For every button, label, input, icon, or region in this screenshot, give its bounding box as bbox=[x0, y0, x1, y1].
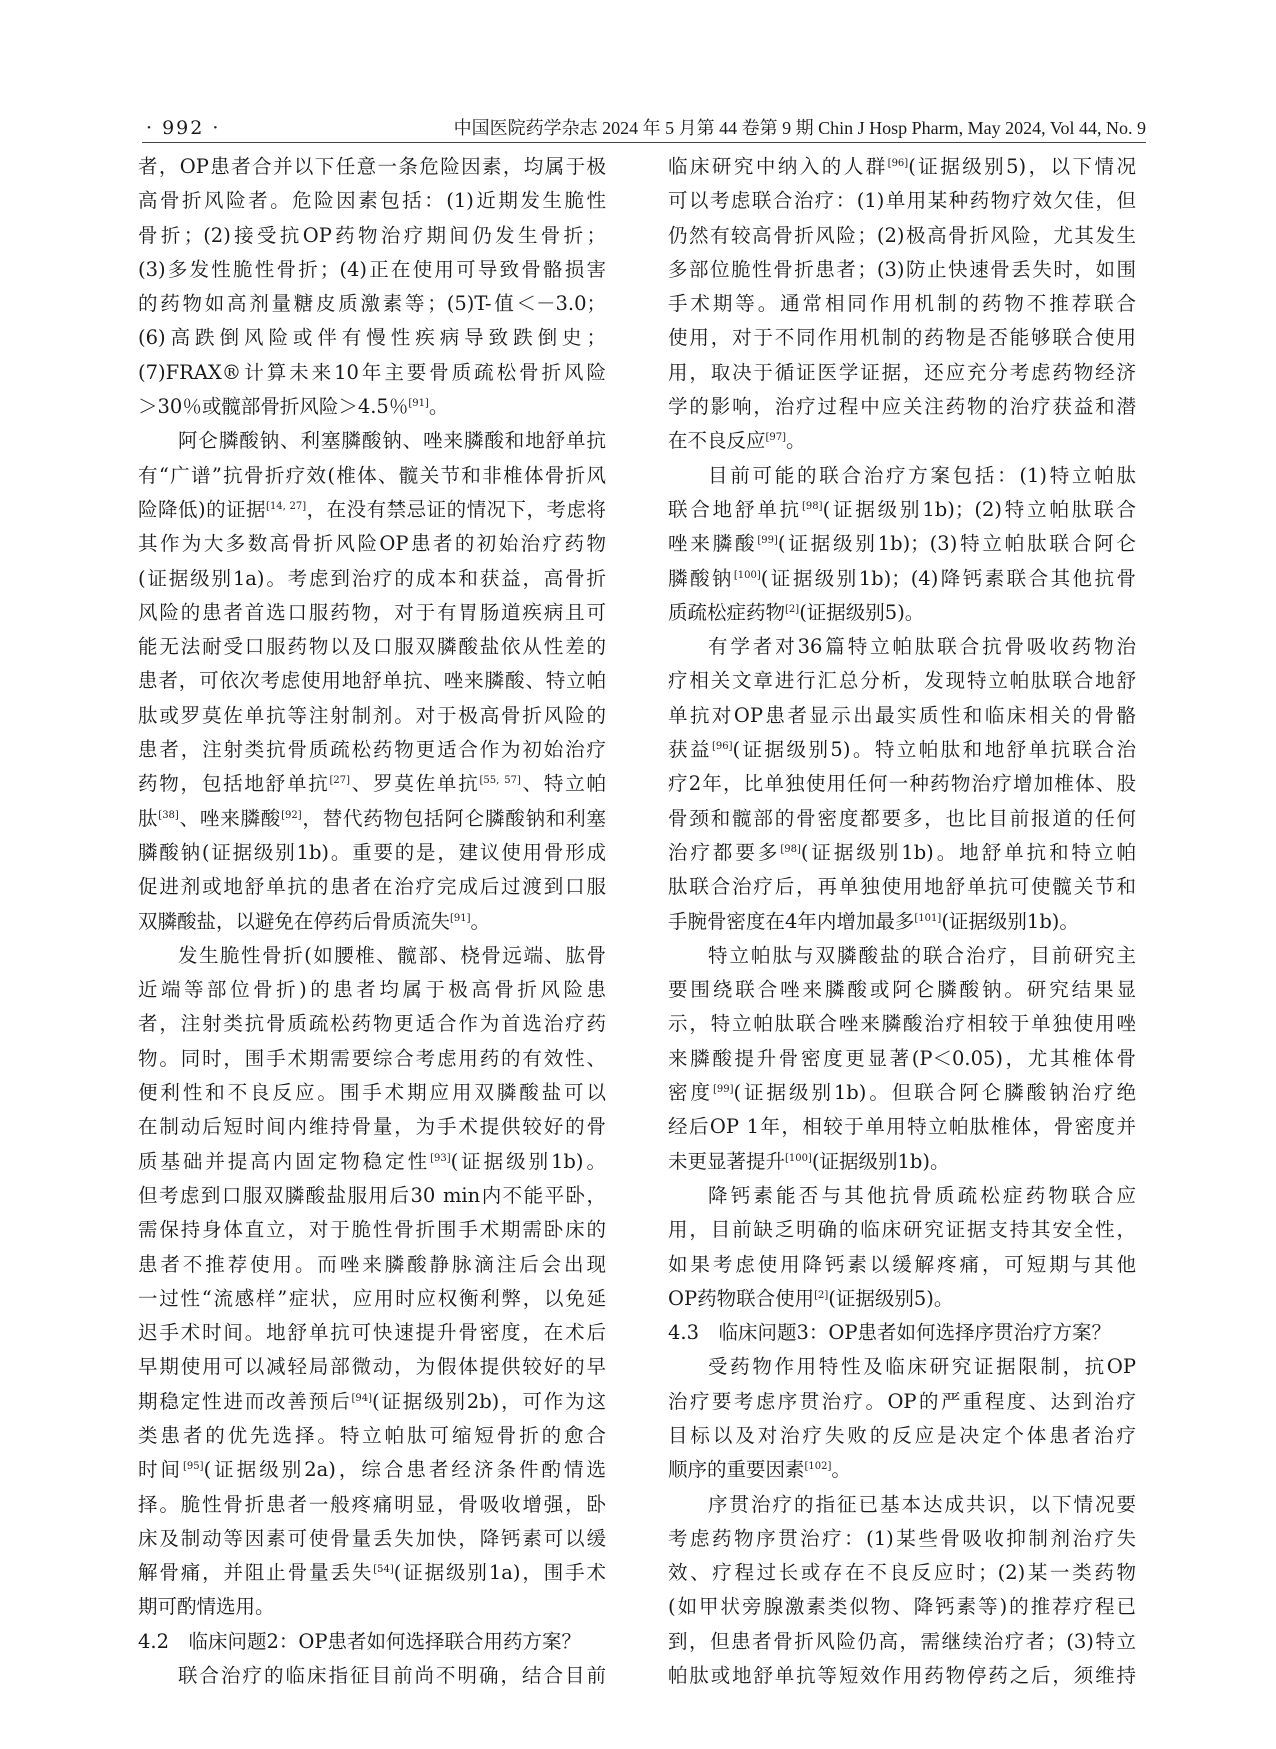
text-line bbox=[138, 1179, 606, 1213]
line-text: 早期使用可以减轻局部微动，为假体提供较好的早 bbox=[138, 1355, 606, 1379]
line-text: (证据级别1b)；(3)特立帕肽联合阿仑 bbox=[777, 532, 1136, 556]
line-text: 风险的患者首选口服药物，对于有胃肠道疾病且可 bbox=[138, 600, 606, 624]
citation-ref: [2] bbox=[785, 603, 800, 615]
line-text: 手腕骨密度在4年内增加最多 bbox=[668, 909, 915, 933]
line-text: 用，取决于循证医学证据，还应充分考虑药物经济 bbox=[668, 360, 1136, 384]
text-line bbox=[668, 562, 1136, 596]
line-text: 手术期等。通常相同作用机制的药物不推荐联合 bbox=[668, 292, 1136, 316]
citation-ref: [2] bbox=[814, 1289, 829, 1301]
line-text: 类患者的优先选择。特立帕肽可缩短骨折的愈合 bbox=[138, 1423, 606, 1447]
line-text: 目标以及对治疗失败的反应是决定个体患者治疗 bbox=[668, 1423, 1136, 1447]
text-line bbox=[138, 1350, 606, 1384]
text-line bbox=[138, 1248, 606, 1282]
text-line bbox=[668, 733, 1136, 767]
line-text: 。 bbox=[428, 395, 449, 419]
text-line bbox=[668, 1248, 1136, 1282]
citation-ref: [97] bbox=[765, 432, 787, 444]
text-line bbox=[138, 459, 606, 493]
line-text: 的药物如高剂量糖皮质激素等；(5)T-值＜－3.0； bbox=[138, 292, 606, 316]
line-text: 使用，对于不同作用机制的药物是否能够联合使用 bbox=[668, 326, 1136, 350]
line-text: 获益 bbox=[668, 738, 712, 762]
line-text: (证据级别2a)，综合患者经济条件酌情选 bbox=[203, 1458, 606, 1482]
text-line bbox=[668, 219, 1136, 253]
text-line bbox=[668, 1076, 1136, 1110]
text-line bbox=[138, 596, 606, 630]
left-column bbox=[138, 150, 606, 1693]
text-line bbox=[668, 1488, 1136, 1522]
line-text: (7)FRAX®计算未来10年主要骨质疏松骨折风险 bbox=[138, 360, 606, 384]
line-text: 。 bbox=[831, 1458, 851, 1482]
line-text: 阿仑膦酸钠、利塞膦酸钠、唑来膦酸和地舒单抗 bbox=[178, 429, 606, 453]
text-line bbox=[668, 1625, 1136, 1659]
line-text: (证据级别1a)，围手术 bbox=[393, 1561, 606, 1585]
line-text: 其作为大多数高骨折风险OP患者的初始治疗药物 bbox=[138, 532, 606, 556]
text-line bbox=[668, 356, 1136, 390]
line-text: 治疗都要多 bbox=[668, 840, 781, 864]
line-text: 示，特立帕肽联合唑来膦酸治疗相较于单独使用唑 bbox=[668, 1012, 1136, 1036]
line-text: 药物，包括地舒单抗 bbox=[138, 772, 330, 796]
line-text: (证据级别1b)。 bbox=[941, 909, 1079, 933]
text-line bbox=[668, 321, 1136, 355]
line-text: 、特立帕 bbox=[520, 772, 606, 796]
line-text: (证据级别5)。 bbox=[828, 1286, 954, 1310]
line-text: 帕肽或地舒单抗等短效作用药物停药之后，须维持 bbox=[668, 1664, 1136, 1688]
text-line bbox=[138, 321, 606, 355]
line-text: 能无法耐受口服药物以及口服双膦酸盐依从性差的 bbox=[138, 635, 606, 659]
line-text: 可以考虑联合治疗：(1)单用某种药物疗效欠佳，但 bbox=[668, 189, 1136, 213]
citation-ref: [38] bbox=[158, 809, 179, 821]
line-text: (如甲状旁腺激素类似物、降钙素等)的推荐疗程已 bbox=[668, 1595, 1136, 1619]
citation-ref: [54] bbox=[373, 1564, 394, 1576]
text-line bbox=[138, 1419, 606, 1453]
line-text: (证据级别1b)。 bbox=[811, 1149, 950, 1173]
line-text: 解骨痛，并阻止骨量丢失 bbox=[138, 1561, 374, 1585]
line-text: (证据级别1a)。考虑到治疗的成本和获益，高骨折 bbox=[138, 566, 606, 590]
section-heading bbox=[668, 1316, 1136, 1350]
line-text: 序贯治疗的指征已基本达成共识，以下情况要 bbox=[708, 1492, 1136, 1516]
citation-ref: [55, 57] bbox=[479, 775, 521, 787]
line-text: ，在没有禁忌证的情况下，考虑将 bbox=[306, 497, 606, 521]
line-text: 要围绕联合唑来膦酸或阿仑膦酸钠。研究结果显 bbox=[668, 978, 1136, 1002]
citation-ref: [91] bbox=[450, 912, 471, 924]
text-line bbox=[138, 253, 606, 287]
citation-ref: [27] bbox=[329, 775, 351, 787]
text-line bbox=[668, 1282, 1136, 1316]
line-text: 膦酸钠 bbox=[668, 566, 734, 590]
line-text: 降钙素能否与其他抗骨质疏松症药物联合应 bbox=[708, 1183, 1136, 1207]
text-line bbox=[138, 836, 606, 870]
line-text: 。 bbox=[786, 429, 806, 453]
line-text: 4.2 临床问题2：OP患者如何选择联合用药方案？ bbox=[138, 1629, 582, 1653]
text-line bbox=[138, 630, 606, 664]
line-text: 需保持身体直立，对于脆性骨折围手术期需卧床的 bbox=[138, 1218, 606, 1242]
page-number: · 992 · bbox=[146, 117, 221, 139]
line-text: 有“广谱”抗骨折疗效(椎体、髋关节和非椎体骨折风 bbox=[138, 463, 606, 487]
text-line bbox=[138, 1076, 606, 1110]
text-line bbox=[668, 1659, 1136, 1693]
line-text: 骨折；(2)接受抗OP药物治疗期间仍发生骨折； bbox=[138, 223, 606, 247]
citation-ref: [14, 27] bbox=[266, 500, 307, 512]
text-line bbox=[668, 699, 1136, 733]
line-text: 疗2年，比单独使用任何一种药物治疗增加椎体、股 bbox=[668, 772, 1136, 796]
citation-ref: [93] bbox=[430, 1152, 451, 1164]
text-line bbox=[138, 973, 606, 1007]
line-text: 效、疗程过长或存在不良反应时；(2)某一类药物 bbox=[668, 1561, 1136, 1585]
text-line bbox=[668, 1213, 1136, 1247]
line-text: 一过性“流感样”症状，应用时应权衡利弊，以免延 bbox=[138, 1286, 606, 1310]
text-line bbox=[668, 1385, 1136, 1419]
citation-ref: [91] bbox=[408, 398, 429, 410]
line-text: 迟手术时间。地舒单抗可快速提升骨密度，在术后 bbox=[138, 1321, 606, 1345]
text-line bbox=[138, 1110, 606, 1144]
line-text: 特立帕肽与双膦酸盐的联合治疗，目前研究主 bbox=[708, 943, 1136, 967]
text-line bbox=[668, 459, 1136, 493]
text-line bbox=[668, 1453, 1136, 1487]
citation-ref: [100] bbox=[733, 569, 761, 581]
text-line bbox=[668, 1042, 1136, 1076]
text-line bbox=[668, 905, 1136, 939]
line-text: (证据级别5)。特立帕肽和地舒单抗联合治 bbox=[732, 738, 1136, 762]
text-line bbox=[138, 1453, 606, 1487]
line-text: 发生脆性骨折(如腰椎、髋部、桡骨远端、肱骨 bbox=[178, 943, 606, 967]
line-text: 在不良反应 bbox=[668, 429, 766, 453]
text-line bbox=[138, 1488, 606, 1522]
line-text: 肽联合治疗后，再单独使用地舒单抗可使髋关节和 bbox=[668, 875, 1136, 899]
text-line bbox=[668, 870, 1136, 904]
text-line bbox=[138, 939, 606, 973]
right-column bbox=[668, 150, 1136, 1693]
text-line bbox=[668, 1590, 1136, 1624]
citation-ref: [96] bbox=[887, 158, 909, 169]
text-line bbox=[668, 150, 1136, 184]
line-text: ＞30％或髋部骨折风险＞4.5％ bbox=[138, 395, 409, 419]
line-text: (证据级别1b)。但联合阿仑膦酸钠治疗绝 bbox=[733, 1081, 1136, 1105]
text-line bbox=[668, 1145, 1136, 1179]
line-text: 疗相关文章进行汇总分析，发现特立帕肽联合地舒 bbox=[668, 669, 1136, 693]
text-line bbox=[138, 1522, 606, 1556]
text-line bbox=[138, 184, 606, 218]
text-line bbox=[668, 1179, 1136, 1213]
citation-ref: [102] bbox=[804, 1461, 832, 1473]
citation-ref: [101] bbox=[914, 912, 942, 924]
line-text: (证据级别5)。 bbox=[799, 600, 925, 624]
text-line bbox=[138, 870, 606, 904]
citation-ref: [100] bbox=[785, 1152, 812, 1164]
line-text: 多部位脆性骨折患者；(3)防止快速骨丢失时，如围 bbox=[668, 257, 1136, 281]
text-line bbox=[138, 1590, 606, 1624]
text-line bbox=[138, 1316, 606, 1350]
line-text: 近端等部位骨折)的患者均属于极高骨折风险患 bbox=[138, 978, 606, 1002]
line-text: 期可酌情选用。 bbox=[138, 1595, 275, 1619]
text-line bbox=[668, 1110, 1136, 1144]
line-text: (3)多发性脆性骨折；(4)正在使用可导致骨骼损害 bbox=[138, 257, 606, 281]
line-text: (证据级别1b)；(4)降钙素联合其他抗骨 bbox=[760, 566, 1136, 590]
text-line bbox=[668, 184, 1136, 218]
line-text: 未更显著提升 bbox=[668, 1149, 786, 1173]
citation-ref: [95] bbox=[183, 1461, 204, 1473]
line-text: (证据级别2b)，可作为这 bbox=[371, 1389, 606, 1413]
line-text: 物。同时，围手术期需要综合考虑用药的有效性、 bbox=[138, 1046, 606, 1070]
citation-ref: [98] bbox=[802, 500, 823, 512]
text-line bbox=[668, 493, 1136, 527]
text-line bbox=[668, 424, 1136, 458]
text-line bbox=[138, 287, 606, 321]
text-line bbox=[668, 527, 1136, 561]
text-line bbox=[668, 1522, 1136, 1556]
text-line bbox=[138, 356, 606, 390]
text-line bbox=[138, 219, 606, 253]
citation-ref: [99] bbox=[757, 535, 778, 547]
line-text: 者，注射类抗骨质疏松药物更适合作为首选治疗药 bbox=[138, 1012, 606, 1036]
line-text: 骨颈和髋部的骨密度都要多，也比目前报道的任何 bbox=[668, 806, 1136, 830]
line-text: 到，但患者骨折风险仍高，需继续治疗者；(3)特立 bbox=[668, 1629, 1136, 1653]
line-text: 唑来膦酸 bbox=[668, 532, 758, 556]
line-text: 择。脆性骨折患者一般疼痛明显，骨吸收增强，卧 bbox=[138, 1492, 606, 1516]
line-text: 期稳定性进而改善预后 bbox=[138, 1389, 352, 1413]
running-header bbox=[142, 108, 1146, 143]
text-line bbox=[668, 1419, 1136, 1453]
line-text: 单抗对OP患者显示出最实质性和临床相关的骨骼 bbox=[668, 703, 1136, 727]
line-text: 、唑来膦酸 bbox=[178, 806, 282, 830]
line-text: 密度 bbox=[668, 1081, 713, 1105]
line-text: 肽 bbox=[138, 806, 159, 830]
text-line bbox=[668, 390, 1136, 424]
text-line bbox=[138, 1385, 606, 1419]
text-line bbox=[138, 493, 606, 527]
text-line bbox=[138, 562, 606, 596]
text-line bbox=[138, 1282, 606, 1316]
line-text: 治疗要考虑序贯治疗。OP的严重程度、达到治疗 bbox=[668, 1389, 1136, 1413]
line-text: 险降低)的证据 bbox=[138, 497, 267, 521]
line-text: 。 bbox=[470, 909, 491, 933]
section-heading bbox=[138, 1625, 606, 1659]
citation-ref: [96] bbox=[711, 741, 733, 753]
line-text: (证据级别1b)；(2)特立帕肽联合 bbox=[822, 497, 1136, 521]
line-text: 用，目前缺乏明确的临床研究证据支持其安全性， bbox=[668, 1218, 1136, 1242]
line-text: 来膦酸提升骨密度更显著(P＜0.05)，尤其椎体骨 bbox=[668, 1046, 1136, 1070]
text-line bbox=[668, 1556, 1136, 1590]
text-line bbox=[138, 527, 606, 561]
text-line bbox=[668, 973, 1136, 1007]
text-line bbox=[138, 905, 606, 939]
text-line bbox=[668, 836, 1136, 870]
line-text: 如果考虑使用降钙素以缓解疼痛，可短期与其他 bbox=[668, 1252, 1136, 1276]
text-line bbox=[668, 596, 1136, 630]
line-text: (证据级别5)，以下情况 bbox=[908, 155, 1136, 178]
line-text: 受药物作用特性及临床研究证据限制，抗OP bbox=[708, 1355, 1136, 1379]
text-line bbox=[668, 802, 1136, 836]
line-text: (证据级别1b)。 bbox=[450, 1149, 606, 1173]
line-text: 顺序的重要因素 bbox=[668, 1458, 805, 1482]
text-line bbox=[138, 150, 606, 184]
text-line bbox=[668, 664, 1136, 698]
text-line bbox=[138, 1145, 606, 1179]
text-line bbox=[138, 1659, 606, 1693]
line-text: 质基础并提高内固定物稳定性 bbox=[138, 1149, 431, 1173]
text-line bbox=[138, 699, 606, 733]
citation-ref: [92] bbox=[281, 809, 302, 821]
text-line bbox=[138, 390, 606, 424]
line-text: 患者不推荐使用。而唑来膦酸静脉滴注后会出现 bbox=[138, 1252, 606, 1276]
line-text: 高骨折风险者。危险因素包括：(1)近期发生脆性 bbox=[138, 189, 606, 213]
citation-ref: [98] bbox=[780, 843, 801, 855]
line-text: 者，OP患者合并以下任意一条危险因素，均属于极 bbox=[138, 155, 606, 178]
text-line bbox=[138, 767, 606, 801]
text-line bbox=[138, 802, 606, 836]
line-text: 双膦酸盐，以避免在停药后骨质流失 bbox=[138, 909, 451, 933]
citation-ref: [94] bbox=[351, 1392, 372, 1404]
line-text: 仍然有较高骨折风险；(2)极高骨折风险，尤其发生 bbox=[668, 223, 1136, 247]
line-text: 时间 bbox=[138, 1458, 184, 1482]
line-text: 肽或罗莫佐单抗等注射制剂。对于极高骨折风险的 bbox=[138, 703, 606, 727]
line-text: ，替代药物包括阿仑膦酸钠和利塞 bbox=[301, 806, 606, 830]
text-line bbox=[138, 664, 606, 698]
line-text: 但考虑到口服双膦酸盐服用后30 min内不能平卧， bbox=[138, 1183, 606, 1207]
line-text: 质疏松症药物 bbox=[668, 600, 786, 624]
line-text: 有学者对36篇特立帕肽联合抗骨吸收药物治 bbox=[708, 635, 1136, 659]
line-text: 便利性和不良反应。围手术期应用双膦酸盐可以 bbox=[138, 1081, 606, 1105]
text-line bbox=[668, 287, 1136, 321]
text-line bbox=[668, 253, 1136, 287]
text-line bbox=[668, 1007, 1136, 1041]
line-text: 联合地舒单抗 bbox=[668, 497, 803, 521]
citation-ref: [99] bbox=[712, 1084, 734, 1096]
text-line bbox=[668, 630, 1136, 664]
line-text: 4.3 临床问题3：OP患者如何选择序贯治疗方案？ bbox=[668, 1321, 1112, 1345]
text-line bbox=[668, 767, 1136, 801]
line-text: 在制动后短时间内维持骨量，为手术提供较好的骨 bbox=[138, 1115, 606, 1139]
line-text: 目前可能的联合治疗方案包括：(1)特立帕肽 bbox=[708, 463, 1136, 487]
text-line bbox=[138, 424, 606, 458]
text-line bbox=[138, 1042, 606, 1076]
line-text: 临床研究中纳入的人群 bbox=[668, 155, 888, 178]
line-text: 患者，注射类抗骨质疏松药物更适合作为初始治疗 bbox=[138, 738, 606, 762]
line-text: 考虑药物序贯治疗：(1)某些骨吸收抑制剂治疗失 bbox=[668, 1526, 1136, 1550]
line-text: (证据级别1b)。地舒单抗和特立帕 bbox=[800, 840, 1136, 864]
line-text: (6)高跌倒风险或伴有慢性疾病导致跌倒史； bbox=[138, 326, 606, 350]
text-line bbox=[138, 1556, 606, 1590]
line-text: 联合治疗的临床指征目前尚不明确，结合目前 bbox=[178, 1664, 606, 1688]
line-text: 患者，可依次考虑使用地舒单抗、唑来膦酸、特立帕 bbox=[138, 669, 606, 693]
journal-citation: 中国医院药学杂志 2024 年 5 月第 44 卷第 9 期 Chin J Hosp Pharm, May 2024, Vol 44, No. 9 bbox=[453, 118, 1146, 138]
line-text: 床及制动等因素可使骨量丢失加快，降钙素可以缓 bbox=[138, 1526, 606, 1550]
text-line bbox=[138, 733, 606, 767]
line-text: 、罗莫佐单抗 bbox=[350, 772, 480, 796]
line-text: 促进剂或地舒单抗的患者在治疗完成后过渡到口服 bbox=[138, 875, 606, 899]
line-text: OP药物联合使用 bbox=[668, 1286, 815, 1310]
line-text: 经后OP 1年，相较于单用特立帕肽椎体，骨密度并 bbox=[668, 1115, 1136, 1139]
text-line bbox=[138, 1007, 606, 1041]
line-text: 学的影响，治疗过程中应关注药物的治疗获益和潜 bbox=[668, 395, 1136, 419]
line-text: 膦酸钠(证据级别1b)。重要的是，建议使用骨形成 bbox=[138, 840, 606, 864]
text-line bbox=[138, 1213, 606, 1247]
text-line bbox=[668, 939, 1136, 973]
text-line bbox=[668, 1350, 1136, 1384]
